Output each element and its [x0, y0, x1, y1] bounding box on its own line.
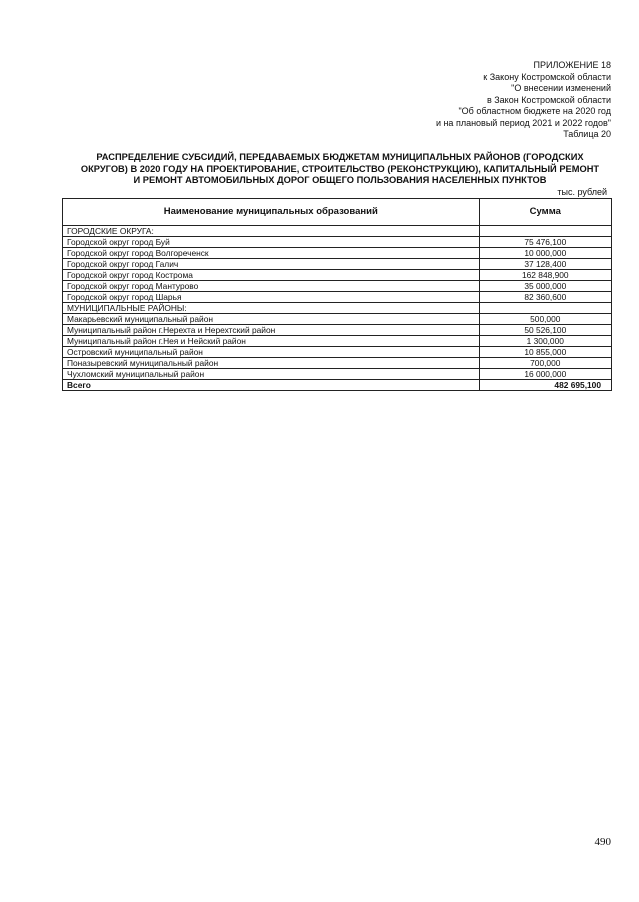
row-name: Городской округ город Кострома	[63, 270, 480, 281]
header-line: "Об областном бюджете на 2020 год	[458, 106, 611, 116]
row-name: Городской округ город Буй	[63, 237, 480, 248]
header-line: к Закону Костромской области	[483, 71, 611, 82]
total-sum: 482 695,100	[479, 380, 611, 391]
table-row	[63, 248, 612, 259]
row-name: Городской округ город Мантурово	[63, 281, 480, 292]
appendix-header	[436, 60, 611, 141]
row-name: Муниципальный район г.Нерехта и Нерехтский район	[63, 325, 480, 336]
row-name: Поназыревский муниципальный район	[63, 358, 480, 369]
table-row	[63, 314, 612, 325]
table-body	[63, 226, 612, 391]
row-sum	[479, 303, 611, 314]
header-line: и на плановый период 2021 и 2022 годов"	[435, 117, 611, 128]
row-name: Островский муниципальный район	[63, 347, 480, 358]
row-sum: 35 000,000	[479, 281, 611, 292]
row-sum: 37 128,400	[479, 259, 611, 270]
table-row	[63, 325, 612, 336]
row-sum	[479, 226, 611, 237]
table-row	[63, 237, 612, 248]
table-row	[63, 303, 612, 314]
row-sum: 10 855,000	[479, 347, 611, 358]
row-sum: 50 526,100	[479, 325, 611, 336]
row-sum: 500,000	[479, 314, 611, 325]
row-sum: 75 476,100	[479, 237, 611, 248]
table-row	[63, 259, 612, 270]
table-row	[63, 347, 612, 358]
title-line: РАСПРЕДЕЛЕНИЕ СУБСИДИЙ, ПЕРЕДАВАЕМЫХ БЮДЖЕТАМ МУНИЦИПАЛЬНЫХ РАЙОНОВ (ГОРОДСКИХ	[96, 152, 584, 162]
row-name: Городской округ город Галич	[63, 259, 480, 270]
table-number: Таблица 20	[563, 129, 611, 139]
table-row	[63, 369, 612, 380]
row-sum: 162 848,900	[479, 270, 611, 281]
header-line: ПРИЛОЖЕНИЕ 18	[533, 60, 611, 70]
title-line: И РЕМОНТ АВТОМОБИЛЬНЫХ ДОРОГ ОБЩЕГО ПОЛЬЗОВАНИЯ НАСЕЛЕННЫХ ПУНКТОВ	[133, 175, 547, 185]
row-sum: 700,000	[479, 358, 611, 369]
total-row	[63, 380, 612, 391]
units-label: тыс. рублей	[557, 187, 607, 197]
table-row	[63, 336, 612, 347]
title-line: ОКРУГОВ) В 2020 ГОДУ НА ПРОЕКТИРОВАНИЕ, СТРОИТЕЛЬСТВО (РЕКОНСТРУКЦИЮ), КАПИТАЛЬНЫЙ РЕМОНТ	[80, 163, 600, 174]
table-row	[63, 226, 612, 237]
row-name: Макарьевский муниципальный район	[63, 314, 480, 325]
row-sum: 1 300,000	[479, 336, 611, 347]
header-line: в Закон Костромской области	[486, 94, 611, 105]
row-name: МУНИЦИПАЛЬНЫЕ РАЙОНЫ:	[63, 303, 480, 314]
row-name: Чухломский муниципальный район	[63, 369, 480, 380]
table-header-row	[63, 199, 612, 226]
table-row	[63, 281, 612, 292]
row-sum: 16 000,000	[479, 369, 611, 380]
page-number: 490	[594, 836, 611, 848]
row-name: ГОРОДСКИЕ ОКРУГА:	[63, 226, 480, 237]
row-sum: 10 000,000	[479, 248, 611, 259]
row-name: Городской округ город Шарья	[63, 292, 480, 303]
table-row	[63, 270, 612, 281]
row-name: Городской округ город Волгореченск	[63, 248, 480, 259]
header-line: "О внесении изменений	[511, 83, 611, 93]
total-label: Всего	[63, 380, 480, 391]
column-header-sum: Сумма	[479, 199, 611, 226]
document-title	[60, 152, 620, 187]
subsidy-table	[62, 198, 612, 391]
table-row	[63, 292, 612, 303]
row-sum: 82 360,600	[479, 292, 611, 303]
table-row	[63, 358, 612, 369]
row-name: Муниципальный район г.Нея и Нейский район	[63, 336, 480, 347]
column-header-name: Наименование муниципальных образований	[63, 199, 480, 226]
